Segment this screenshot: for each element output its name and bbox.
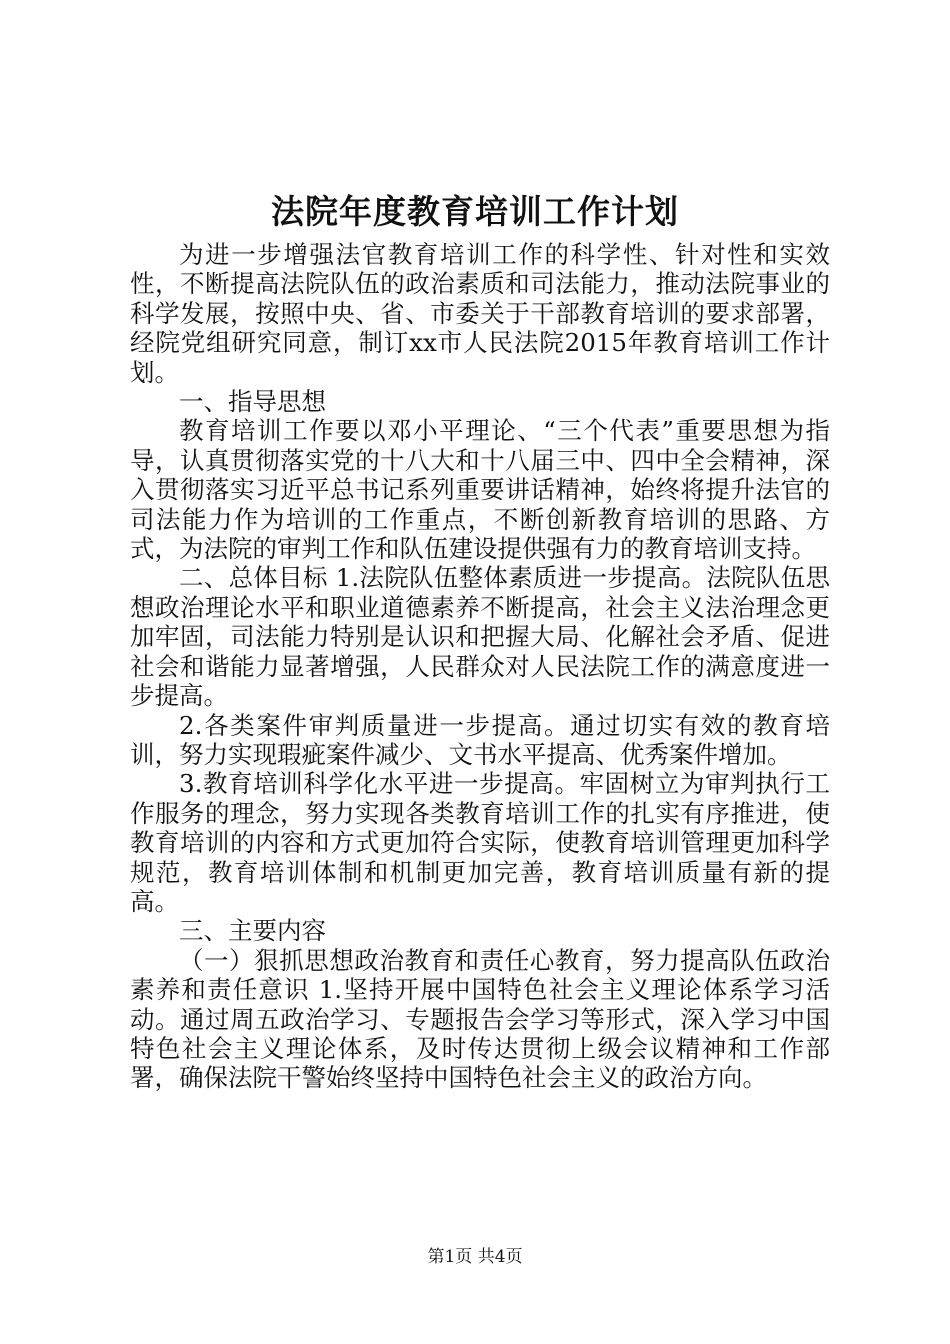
paragraph-overall-goal-2: 2.各类案件审判质量进一步提高。通过切实有效的教育培训，努力实现瑕疵案件减少、文书水平提高、优秀案件增加。 bbox=[130, 710, 830, 769]
paragraph-intro: 为进一步增强法官教育培训工作的科学性、针对性和实效性，不断提高法院队伍的政治素质和司法能力，推动法院事业的科学发展，按照中央、省、市委关于干部教育培训的要求部署，经院党组研究同意，制订xx市人民法院2015年教育培训工作计划。 bbox=[130, 240, 830, 387]
heading-guiding-ideology: 一、指导思想 bbox=[179, 387, 326, 417]
heading-main-content: 三、主要内容 bbox=[179, 916, 326, 946]
document-title: 法院年度教育培训工作计划 bbox=[271, 192, 679, 231]
paragraph-main-content-1: （一）狠抓思想政治教育和责任心教育，努力提高队伍政治素养和责任意识 1.坚持开展中国特色社会主义理论体系学习活动。通过周五政治学习、专题报告会学习等形式，深入学习中国特色社会主义理论体系，及时传达贯彻上级会议精神和工作部署，确保法院干警始终坚持中国特色社会主义的政治方向。 bbox=[130, 945, 830, 1093]
paragraph-guiding-ideology: 教育培训工作要以邓小平理论、“三个代表”重要思想为指导，认真贯彻落实党的十八大和十八届三中、四中全会精神，深入贯彻落实习近平总书记系列重要讲话精神，始终将提升法官的司法能力作为培训的工作重点，不断创新教育培训的思路、方式，为法院的审判工作和队伍建设提供强有力的教育培训支持。 bbox=[130, 416, 830, 564]
paragraph-overall-goal-3: 3.教育培训科学化水平进一步提高。牢固树立为审判执行工作服务的理念，努力实现各类教育培训工作的扎实有序推进，使教育培训的内容和方式更加符合实际，使教育培训管理更加科学规范，教育培训体制和机制更加完善，教育培训质量有新的提高。 bbox=[130, 769, 830, 916]
page-number-footer: 第1页 共4页 bbox=[427, 1247, 523, 1267]
paragraph-overall-goal-1: 二、总体目标 1.法院队伍整体素质进一步提高。法院队伍思想政治理论水平和职业道德素养不断提高，社会主义法治理念更加牢固，司法能力特别是认识和把握大局、化解社会矛盾、促进社会和谐能力显著增强，人民群众对人民法院工作的满意度进一步提高。 bbox=[130, 563, 830, 711]
document-body bbox=[130, 240, 830, 1093]
